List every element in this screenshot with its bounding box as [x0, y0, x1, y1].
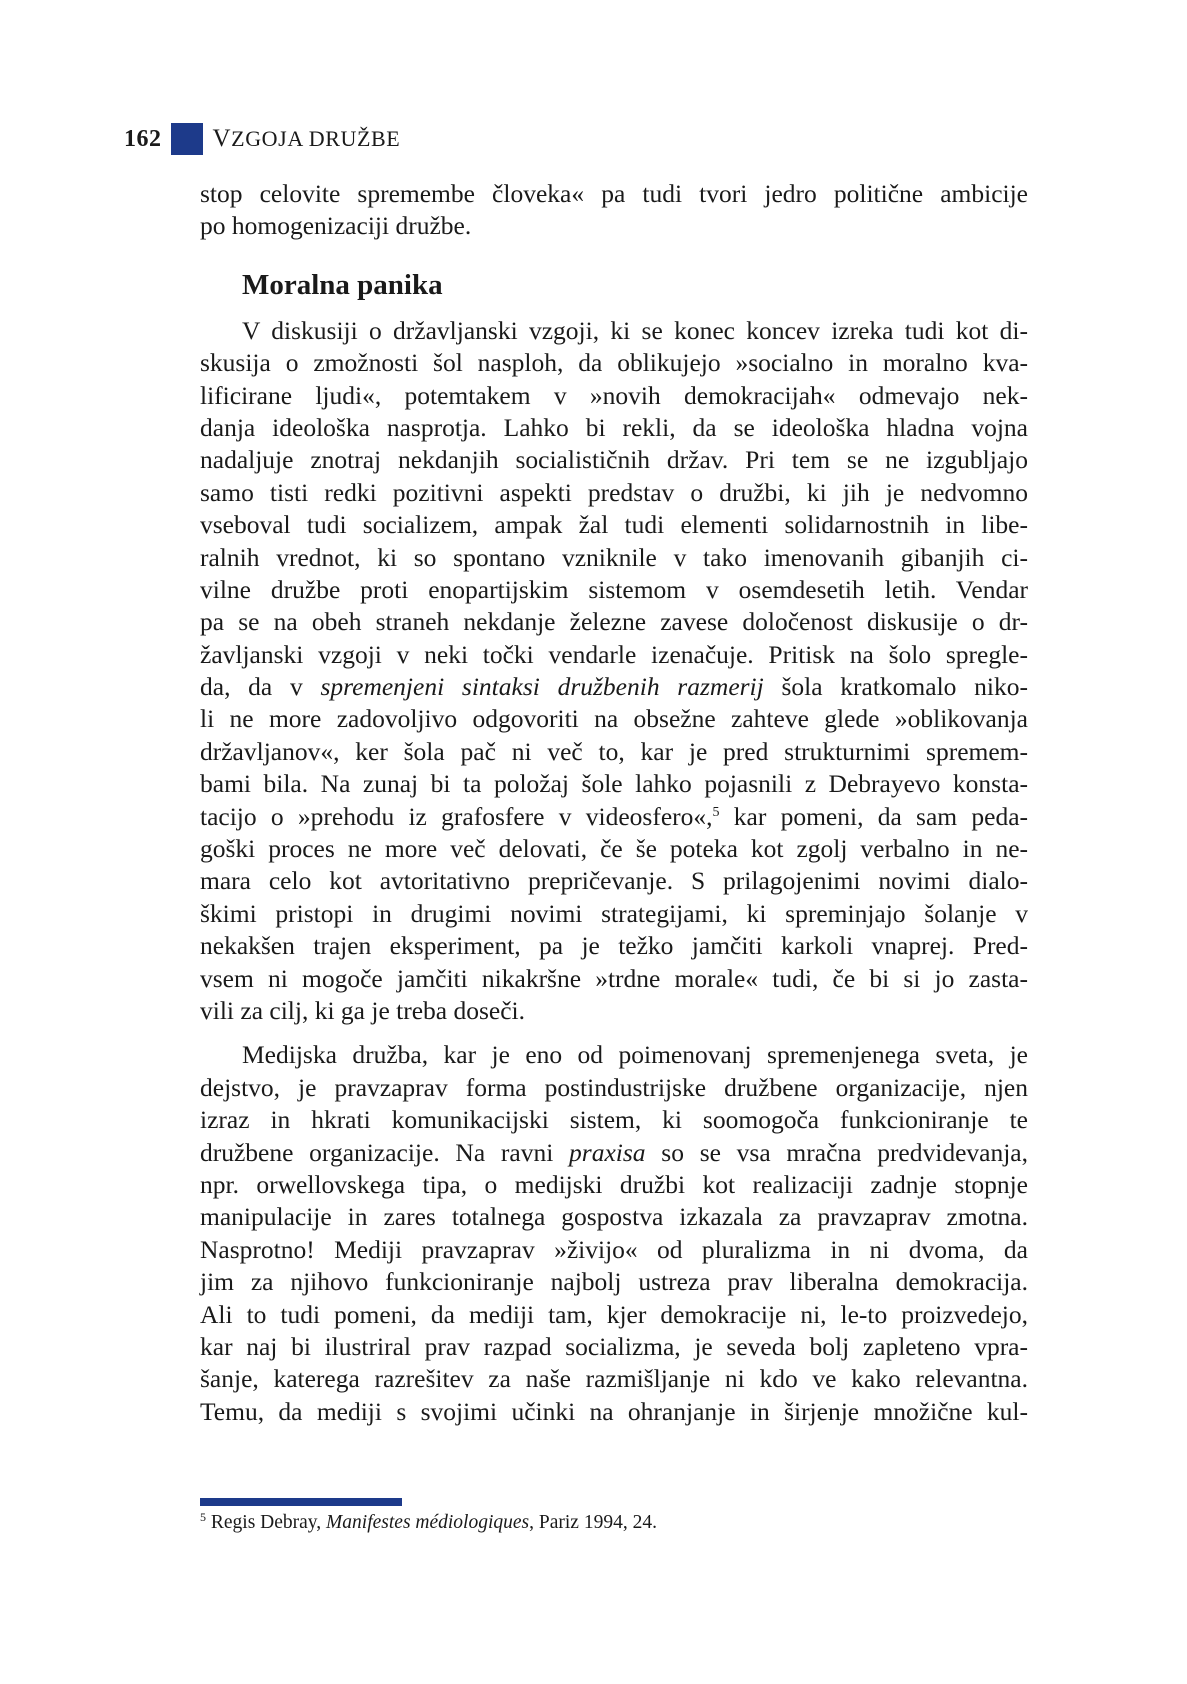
text-line: Ali to tudi pomeni, da mediji tam, kjer demokracije ni, le-to proizvedejo, — [200, 1299, 1028, 1329]
section-heading: Moralna panika — [242, 268, 443, 301]
footnote-title: Manifestes médiologiques — [326, 1512, 530, 1533]
text-line: Nasprotno! Mediji pravzaprav »živijo« od pluralizma in ni dvoma, da — [200, 1234, 1028, 1264]
text-line: dejstvo, je pravzaprav forma postindustrijske družbene organizacije, njen — [200, 1072, 1028, 1102]
text-line: šanje, katerega razrešitev za naše razmišljanje ni kdo ve kako relevantna. — [200, 1364, 1028, 1394]
text-line: nekakšen trajen eksperiment, pa je težko jamčiti karkoli vnaprej. Pred- — [200, 931, 1028, 961]
text-line: V diskusiji o državljanski vzgoji, ki se konec koncev izreka tudi kot di- — [242, 315, 1028, 345]
text-line: ralnih vrednot, ki so spontano vzniknile v tako imenovanih gibanjih ci- — [200, 542, 1028, 572]
text-line: samo tisti redki pozitivni aspekti predstav o družbi, ki jih je nedvomno — [200, 477, 1028, 507]
text-line: danja ideološka nasprotja. Lahko bi rekli, da se ideološka hladna vojna — [200, 412, 1028, 442]
text-line: stop celovite spremembe človeka« pa tudi tvori jedro politične ambicije — [200, 179, 1028, 208]
text-line: npr. orwellovskega tipa, o medijski družbi kot realizaciji zadnje stopnje — [200, 1169, 1028, 1199]
text-line: pa se na obeh straneh nekdanje železne zavese določenost diskusije o dr- — [200, 607, 1028, 637]
text-line: žavljanski vzgoji v neki točki vendarle izenačuje. Pritisk na šolo spregle- — [200, 639, 1028, 669]
text-line: škimi pristopi in drugimi novimi strategijami, ki spreminjajo šolanje v — [200, 898, 1028, 928]
text-line: družbene organizacije. Na ravni praxisa so se vsa mračna predvidevanja, — [200, 1137, 1028, 1167]
text-line: da, da v spremenjeni sintaksi družbenih razmerij šola kratkomalo niko- — [200, 672, 1028, 702]
text-line: mara celo kot avtoritativno prepričevanje. S prilagojenimi novimi dialo- — [200, 866, 1028, 896]
text-line: jim za njihovo funkcioniranje najbolj ustreza prav liberalna demokracija. — [200, 1267, 1028, 1297]
text-line: Temu, da mediji s svojimi učinki na ohranjanje in širjenje množične kul- — [200, 1396, 1028, 1426]
text-line: vsem ni mogoče jamčiti nikakršne »trdne morale« tudi, če bi si jo zasta- — [200, 963, 1028, 993]
text-line: kar naj bi ilustriral prav razpad socializma, je seveda bolj zapleteno vpra- — [200, 1331, 1028, 1361]
text-line: nadaljuje znotraj nekdanjih socialističnih držav. Pri tem se ne izgubljajo — [200, 445, 1028, 475]
footnote: $^5$ Regis Debray, Manifestes médiologiques, Pariz 1994, 24. — [200, 1510, 657, 1533]
text-line: manipulacije in zares totalnega gospostva izkazala za pravzaprav zmotna. — [200, 1202, 1028, 1232]
text-line: izraz in hkrati komunikacijski sistem, ki soomogoča funkcioniranje te — [200, 1105, 1028, 1135]
blue-square-icon — [171, 123, 203, 155]
text-line: lificirane ljudi«, potemtakem v »novih demokracijah« odmevajo nek- — [200, 380, 1028, 410]
text-line: državljanov«, ker šola pač ni več to, kar je pred strukturnimi spremem- — [200, 736, 1028, 766]
text-line: po homogenizaciji družbe. — [200, 211, 472, 241]
text-line: bami bila. Na zunaj bi ta položaj šole lahko pojasnili z Debrayevo konsta- — [200, 769, 1028, 799]
text-line: Medijska družba, kar je eno od poimenovanj spremenjenega sveta, je — [242, 1040, 1028, 1070]
italic-phrase: spremenjeni sintaksi družbenih razmerij — [320, 672, 764, 702]
text-line: vili za cilj, ki ga je treba doseči. — [200, 995, 526, 1025]
paragraph — [200, 1039, 1028, 1428]
running-head: VZGOJA DRUŽBE — [212, 125, 401, 152]
text-line: tacijo o »prehodu iz grafosfere v videosfero«,$^5$ kar pomeni, da sam peda- — [200, 801, 1029, 831]
text-line: vilne družbe proti enopartijskim sistemom v osemdesetih letih. Vendar — [200, 574, 1028, 604]
text-line: skusija o zmožnosti šol nasploh, da oblikujejo »socialno in moralno kva- — [200, 348, 1028, 378]
footnote-marker: 5 — [200, 1510, 206, 1524]
paragraph — [200, 315, 1028, 1028]
body-text — [200, 178, 1028, 1428]
text-line: vseboval tudi socializem, ampak žal tudi elementi solidarnostnih in libe- — [200, 510, 1028, 540]
page-number: 162 — [124, 125, 162, 152]
page-header — [124, 120, 400, 158]
text-line: goški proces ne more več delovati, če še poteka kot zgolj verbalno in ne- — [200, 834, 1028, 864]
text-line: li ne more zadovoljivo odgovoriti na obsežne zahteve glede »oblikovanja — [200, 704, 1028, 734]
footnote-rule — [200, 1498, 402, 1506]
italic-word: praxisa — [569, 1137, 646, 1167]
footnote-reference[interactable]: 5 — [712, 804, 720, 820]
